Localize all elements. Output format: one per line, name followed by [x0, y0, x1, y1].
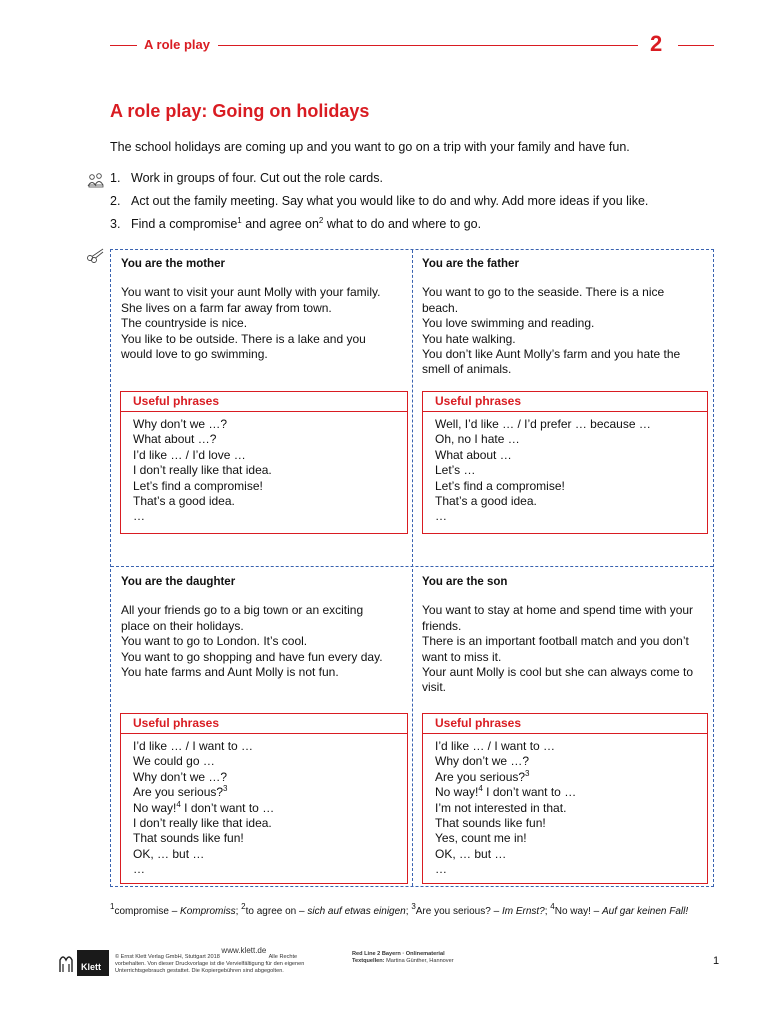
text-line: What about … — [435, 447, 512, 462]
card-description — [422, 285, 712, 377]
text-line: Let’s … — [435, 463, 476, 478]
card-description — [121, 285, 411, 362]
text-line: … — [435, 862, 447, 877]
useful-phrases-box — [422, 713, 708, 884]
card-title: You are the son — [422, 576, 508, 588]
role-cards — [110, 249, 714, 887]
text-line: You like to be outside. There is a lake and you — [121, 331, 366, 346]
group-work-icon — [87, 172, 105, 188]
text-line: There is an important football match and you don’t — [422, 634, 689, 649]
text-line: place on their holidays. — [121, 618, 244, 633]
text-line: visit. — [422, 680, 446, 695]
task-item — [110, 171, 648, 194]
text-line: Let’s find a compromise! — [435, 478, 565, 493]
phrases-list — [423, 734, 707, 878]
footnote-ref: 1 — [237, 216, 242, 225]
intro-text: The school holidays are coming up and you want to go on a trip with your family and have fun. — [110, 140, 630, 154]
phrases-title: Useful phrases — [121, 714, 407, 734]
header-rule — [678, 45, 714, 46]
card-title: You are the mother — [121, 258, 225, 270]
text-line: vorbehalten. Von dieser Druckvorlage ist die Vervielfältigung für den eigenen — [115, 961, 305, 968]
task-number: 1. — [110, 171, 121, 185]
task-item — [110, 217, 648, 240]
text-line: You want to stay at home and spend time with your — [422, 603, 694, 618]
text-line: © Ernst Klett Verlag GmbH, Stuttgart 2018 $^{www.klett.de}$ Alle Rechte — [115, 946, 298, 960]
text-line: You hate farms and Aunt Molly is not fun. — [121, 665, 339, 680]
footnote-ref: 2 — [318, 216, 324, 225]
text-line: Why don’t we …? — [133, 769, 228, 784]
task-text: Work in groups of four. Cut out the role cards. — [131, 171, 383, 185]
text-line: Why don’t we …? — [133, 417, 228, 431]
role-card-daughter — [121, 575, 411, 680]
phrases-list — [121, 412, 407, 525]
card-description — [422, 603, 712, 695]
text-line: OK, … but … — [133, 846, 205, 861]
text-line: You want to go to the seaside. There is a nice — [422, 285, 665, 300]
text-line: … — [133, 509, 145, 524]
text-line: smell of animals. — [422, 362, 512, 377]
text-line: I don’t really like that idea. — [133, 816, 272, 831]
footnote: $^4$No way! – Auf gar keinen Fall! — [550, 902, 689, 917]
phrases-title: Useful phrases — [121, 392, 407, 412]
text-line: You don’t like Aunt Molly’s farm and you hate the — [422, 347, 681, 362]
card-title: You are the daughter — [121, 576, 236, 588]
phrases-list — [423, 412, 707, 525]
text-line: You want to visit your aunt Molly with your family. — [121, 285, 381, 300]
text-line: OK, … but … — [435, 846, 507, 861]
useful-phrases-box — [120, 713, 408, 884]
klett-emblem-icon — [57, 952, 75, 974]
role-card-father — [422, 257, 712, 378]
text-line: She lives on a farm far away from town. — [121, 300, 332, 315]
text-line: You want to go shopping and have fun every day. — [121, 649, 383, 664]
role-card-son — [422, 575, 712, 696]
text-line: I don’t really like that idea. — [133, 463, 272, 478]
section-title: A role play — [144, 37, 210, 52]
text-line: I’d like … / I’d love … — [133, 447, 246, 462]
text-line: Unterrichtsgebrauch gestattet. Die Kopiergebühren sind abgegolten. — [115, 968, 284, 975]
klett-logo — [57, 950, 109, 976]
task-text: Act out the family meeting. Say what you would like to do and why. Add more ideas if you like. — [131, 194, 649, 208]
text-line: Are you serious?$^3$ — [133, 784, 228, 800]
text-line: … — [133, 862, 145, 877]
text-line: You hate walking. — [422, 331, 516, 346]
useful-phrases-box — [422, 391, 708, 534]
text-line: Why don’t we …? — [435, 754, 530, 769]
text-line: All your friends go to a big town or an exciting — [121, 603, 364, 618]
text-line: No way!$^4$ I don’t want to … — [435, 784, 577, 800]
text-line: friends. — [422, 618, 462, 633]
text-line: That sounds like fun! — [133, 831, 244, 846]
useful-phrases-box — [120, 391, 408, 534]
task-text: Find a compromise$^1$ and agree $on^2$ what to do and where to go. — [131, 216, 482, 231]
footnote: $^1$compromise – Kompromiss; — [110, 902, 242, 917]
task-item — [110, 194, 648, 217]
source-text: Red Line 2 Bayern · Onlinematerial Textquellen: Martina Günther, Hannover — [352, 951, 454, 965]
text-line: I’m not interested in that. — [435, 800, 567, 815]
phrases-title: Useful phrases — [423, 714, 707, 734]
text-line: You love swimming and reading. — [422, 316, 595, 331]
phrases-list — [121, 734, 407, 878]
text-line: Let’s find a compromise! — [133, 478, 263, 493]
role-card-mother — [121, 257, 411, 362]
text-line: The countryside is nice. — [121, 316, 248, 331]
text-line: would love to go swimming. — [121, 347, 268, 362]
cut-line — [111, 566, 713, 567]
page-number: 1 — [713, 955, 720, 967]
text-line: I’d like … / I want to … — [435, 739, 556, 753]
scissors-icon — [86, 247, 104, 263]
header-rule — [218, 45, 638, 46]
footnote: $^2$to agree on – sich auf etwas einigen; — [241, 902, 412, 917]
copyright-text — [115, 946, 315, 976]
text-line: No way!$^4$ I don’t want to … — [133, 799, 275, 815]
page-title: A role play: Going on holidays — [110, 101, 370, 121]
text-line: That’s a good idea. — [133, 494, 235, 509]
phrases-title: Useful phrases — [423, 392, 707, 412]
text-line: You want to go to London. It’s cool. — [121, 634, 308, 649]
header-rule — [110, 45, 137, 46]
text-line: What about …? — [133, 432, 217, 447]
text-line: Oh, no I hate … — [435, 432, 520, 447]
text-line: Yes, count me in! — [435, 831, 527, 846]
footnotes — [110, 902, 689, 917]
logo-text: Klett — [77, 950, 109, 976]
text-line: … — [435, 509, 447, 524]
page-header — [110, 31, 714, 58]
text-line: Your aunt Molly is cool but she can always come to — [422, 665, 694, 680]
chapter-number: 2 — [650, 31, 663, 56]
text-line: want to miss it. — [422, 649, 502, 664]
cut-line — [412, 250, 413, 886]
task-number: 3. — [110, 217, 121, 231]
text-line: That sounds like fun! — [435, 816, 546, 831]
text-line: We could go … — [133, 754, 215, 769]
text-line: I’d like … / I want to … — [133, 739, 254, 753]
footnote: $^3$Are you serious? – Im Ernst?; — [411, 902, 551, 917]
card-description — [121, 603, 411, 680]
text-line: That’s a good idea. — [435, 494, 537, 509]
text-line: Well, I’d like … / I’d prefer … because … — [435, 417, 651, 431]
task-list — [110, 171, 648, 240]
card-title: You are the father — [422, 258, 519, 270]
text-line: Are you serious?$^3$ — [435, 768, 530, 784]
text-line: beach. — [422, 300, 459, 315]
task-number: 2. — [110, 194, 121, 208]
